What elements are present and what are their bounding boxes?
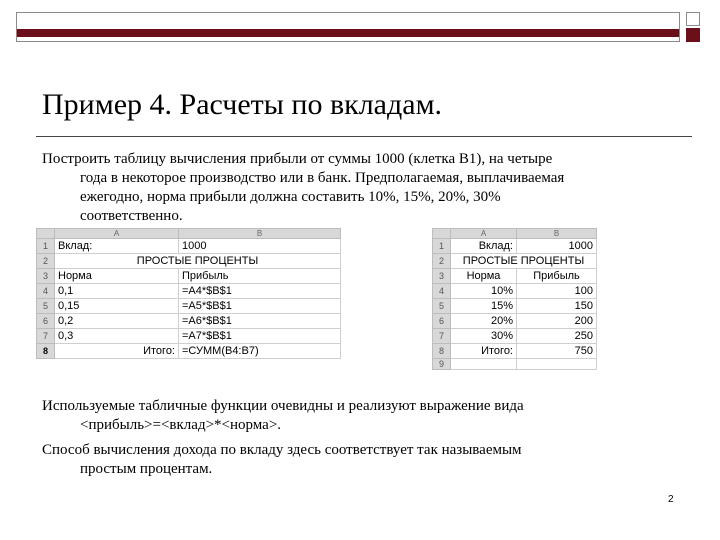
row-number[interactable]: 9 [433,359,451,370]
cell-b5[interactable]: 150 [517,299,597,314]
table-row [433,344,597,359]
row-number[interactable]: 5 [433,299,451,314]
cell-a8[interactable]: Итого: [451,344,517,359]
table-row [433,329,597,344]
cell-a3[interactable]: Норма [451,269,517,284]
spreadsheet-values [432,228,597,370]
table-row [37,329,341,344]
table-row [433,269,597,284]
cell-a4[interactable]: 10% [451,284,517,299]
column-header-b[interactable]: B [179,229,341,239]
cell-b6[interactable]: =A6*$B$1 [179,314,341,329]
cell-b9[interactable] [517,359,597,370]
row-number[interactable]: 6 [37,314,55,329]
spreadsheet-formulas [36,228,341,359]
table-row [37,314,341,329]
column-header-a[interactable]: A [451,229,517,239]
page-number: 2 [668,494,674,505]
task-paragraph [42,150,692,226]
cell-a6[interactable]: 0,2 [55,314,179,329]
row-number[interactable]: 3 [37,269,55,284]
cell-a7[interactable]: 30% [451,329,517,344]
merged-header-cell[interactable]: ПРОСТЫЕ ПРОЦЕНТЫ [451,254,597,269]
cell-a4[interactable]: 0,1 [55,284,179,299]
row-number[interactable]: 8 [37,344,55,359]
table-row [37,254,341,269]
cell-a5[interactable]: 0,15 [55,299,179,314]
column-header-b[interactable]: B [517,229,597,239]
row-number[interactable]: 6 [433,314,451,329]
merged-header-cell[interactable]: ПРОСТЫЕ ПРОЦЕНТЫ [55,254,341,269]
title-divider [36,136,692,137]
cell-b5[interactable]: =A5*$B$1 [179,299,341,314]
cell-b4[interactable]: 100 [517,284,597,299]
cell-a8[interactable]: Итого: [55,344,179,359]
task-line: года в некоторое производство или в банк. Предполагаемая, выплачиваемая [80,170,565,186]
row-number[interactable]: 2 [37,254,55,269]
corner-square-outline [686,12,700,26]
cell-b1[interactable]: 1000 [517,239,597,254]
slide-top-band [17,29,679,37]
explanation-line: <прибыль>=<вклад>*<норма>. [80,417,282,433]
table-row [37,344,341,359]
table-row [433,239,597,254]
cell-a3[interactable]: Норма [55,269,179,284]
row-number[interactable]: 4 [37,284,55,299]
table-row [433,314,597,329]
cell-b4[interactable]: =A4*$B$1 [179,284,341,299]
cell-a1[interactable]: Вклад: [55,239,179,254]
slide-top-bar [16,12,680,42]
method-line: Способ вычисления дохода по вкладу здесь соответствует так называемым [42,442,522,458]
cell-b7[interactable]: 250 [517,329,597,344]
explanation-line: Используемые табличные функции очевидны и реализуют выражение вида [42,398,524,414]
table-row [37,269,341,284]
row-number[interactable]: 7 [433,329,451,344]
cell-b3[interactable]: Прибыль [179,269,341,284]
cell-a7[interactable]: 0,3 [55,329,179,344]
task-line: Построить таблицу вычисления прибыли от суммы 1000 (клетка B1), на четыре [42,151,553,167]
column-header-a[interactable]: A [55,229,179,239]
explanation-paragraph [42,397,692,435]
table-row [433,284,597,299]
method-paragraph [42,441,692,479]
row-number[interactable]: 2 [433,254,451,269]
cell-a1[interactable]: Вклад: [451,239,517,254]
row-number[interactable]: 5 [37,299,55,314]
method-line: простым процентам. [80,461,213,477]
row-number[interactable]: 1 [433,239,451,254]
table-row [433,254,597,269]
slide-title: Пример 4. Расчеты по вкладам. [42,88,443,121]
table-row [433,299,597,314]
row-number[interactable]: 8 [433,344,451,359]
cell-b8[interactable]: 750 [517,344,597,359]
cell-a6[interactable]: 20% [451,314,517,329]
row-number[interactable]: 3 [433,269,451,284]
cell-b6[interactable]: 200 [517,314,597,329]
row-number[interactable]: 4 [433,284,451,299]
cell-b7[interactable]: =A7*$B$1 [179,329,341,344]
task-line: ежегодно, норма прибыли должна составить 10%, 15%, 20%, 30% [80,189,501,205]
table-row [37,284,341,299]
task-line: соответственно. [80,208,183,224]
cell-a5[interactable]: 15% [451,299,517,314]
table-row [37,299,341,314]
table-row [433,359,597,370]
row-number[interactable]: 1 [37,239,55,254]
row-number[interactable]: 7 [37,329,55,344]
cell-b1[interactable]: 1000 [179,239,341,254]
table-row [37,239,341,254]
cell-b3[interactable]: Прибыль [517,269,597,284]
corner-square-filled [686,28,700,42]
cell-b8[interactable]: =СУММ(B4:B7) [179,344,341,359]
cell-a9[interactable] [451,359,517,370]
